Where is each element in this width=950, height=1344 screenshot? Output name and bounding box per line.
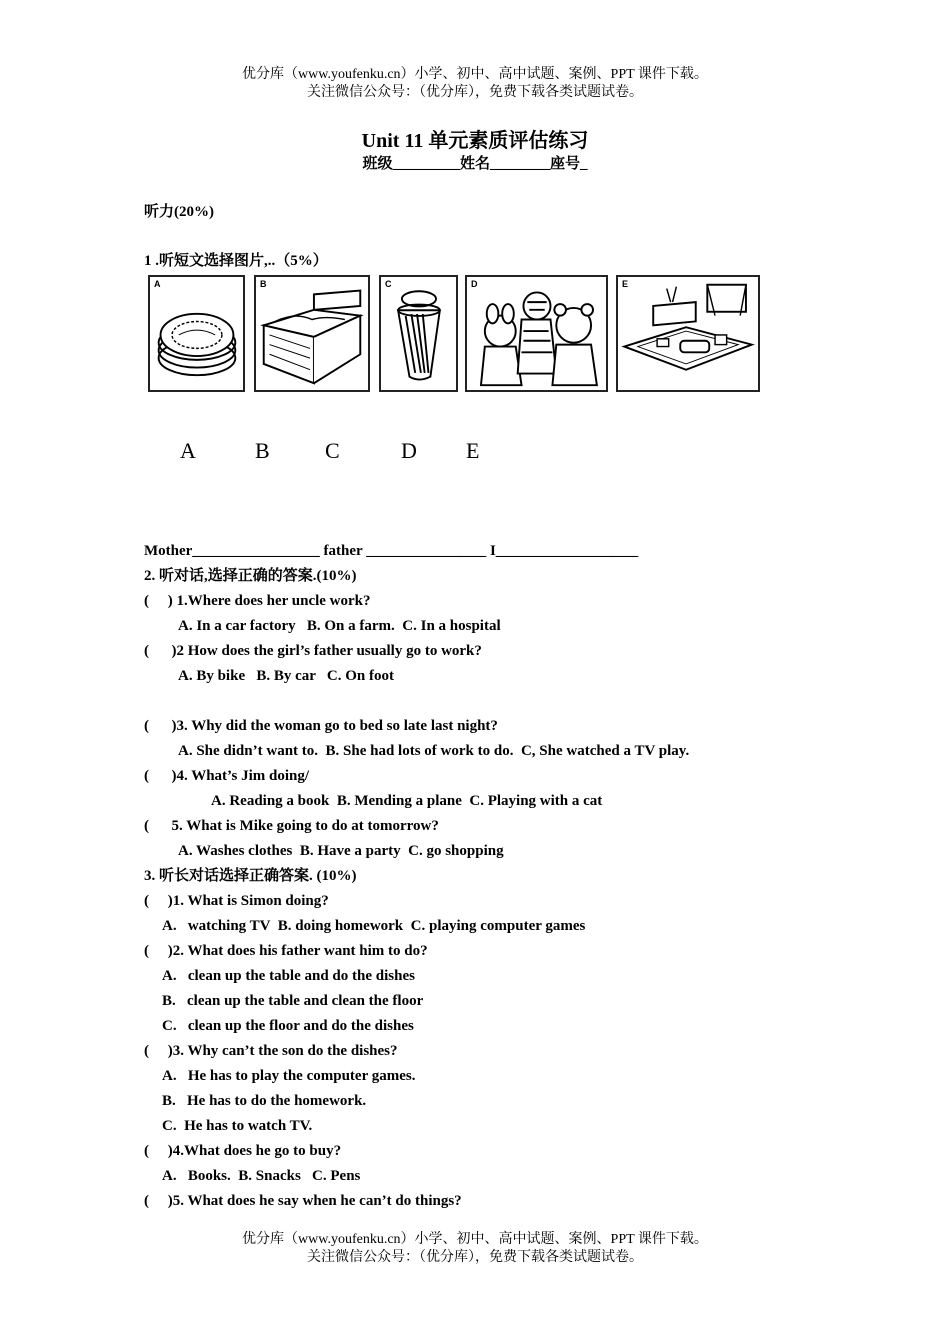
picture-e <box>616 275 760 392</box>
options-line: A. By bike B. By car C. On foot <box>178 668 394 684</box>
options-line: A. Washes clothes B. Have a party C. go shopping <box>178 843 504 859</box>
options-line: A. clean up the table and do the dishes <box>162 968 415 984</box>
header-line-2: 关注微信公众号：（优分库），免费下载各类试题试卷。 <box>307 85 643 100</box>
footer-line-2: 关注微信公众号：（优分库），免费下载各类试题试卷。 <box>307 1250 643 1265</box>
picture-label: D <box>471 279 478 289</box>
letter-e: E <box>466 438 480 463</box>
section-listening: 听力(20%) <box>144 204 214 220</box>
plates-icon <box>150 277 243 390</box>
question-line: ( )3. Why can’t the son do the dishes? <box>144 1043 398 1059</box>
letter-a: A <box>180 438 196 463</box>
question-line: ( )4.What does he go to buy? <box>144 1143 342 1159</box>
picture-label: C <box>385 279 392 289</box>
picture-label: B <box>260 279 267 289</box>
question-line: ( )4. What’s Jim doing/ <box>144 768 310 784</box>
question-line: ( ) 1.Where does her uncle work? <box>144 593 371 609</box>
part1-heading: 1 .听短文选择图片,..（5%） <box>144 253 328 269</box>
options-line: A. Reading a book B. Mending a plane C. Playing with a cat <box>211 793 603 809</box>
picture-a <box>148 275 245 392</box>
question-line: ( )2 How does the girl’s father usually go to work? <box>144 643 482 659</box>
bed-icon <box>256 277 368 390</box>
picture-d <box>465 275 608 392</box>
toys-icon <box>467 277 606 390</box>
picture-c <box>379 275 458 392</box>
letter-b: B <box>255 438 270 463</box>
question-line: ( )1. What is Simon doing? <box>144 893 329 909</box>
page-title: Unit 11 单元素质评估练习 <box>361 130 589 152</box>
header-line-1: 优分库（www.youfenku.cn）小学、初中、高中试题、案例、PPT 课件下载。 <box>242 67 708 82</box>
student-info-line: 班级_________姓名________座号_ <box>362 156 588 172</box>
options-line: A. In a car factory B. On a farm. C. In a hospital <box>178 618 501 634</box>
options-line: A. He has to play the computer games. <box>162 1068 416 1084</box>
trash-can-icon <box>381 277 456 390</box>
question-line: ( )5. What does he say when he can’t do things? <box>144 1193 462 1209</box>
footer-line-1: 优分库（www.youfenku.cn）小学、初中、高中试题、案例、PPT 课件下载。 <box>242 1232 708 1247</box>
part1-answer-line: Mother_________________ father ________________ I___________________ <box>144 543 639 559</box>
picture-b <box>254 275 370 392</box>
options-line: A. She didn’t want to. B. She had lots of work to do. C, She watched a TV play. <box>178 743 690 759</box>
picture-label: A <box>154 279 161 289</box>
options-line: C. clean up the floor and do the dishes <box>162 1018 414 1034</box>
options-line: B. clean up the table and clean the floor <box>162 993 424 1009</box>
letter-c: C <box>325 438 340 463</box>
options-line: B. He has to do the homework. <box>162 1093 367 1109</box>
question-line: ( )3. Why did the woman go to bed so late last night? <box>144 718 498 734</box>
question-line: ( )2. What does his father want him to do? <box>144 943 428 959</box>
messy-room-icon <box>618 277 758 390</box>
options-line: A. watching TV B. doing homework C. playing computer games <box>162 918 586 934</box>
part2-heading: 2. 听对话,选择正确的答案.(10%) <box>144 568 357 584</box>
letter-d: D <box>401 438 417 463</box>
part3-heading: 3. 听长对话选择正确答案. (10%) <box>144 868 357 884</box>
question-line: ( 5. What is Mike going to do at tomorrow? <box>144 818 439 834</box>
picture-label: E <box>622 279 629 289</box>
options-line: C. He has to watch TV. <box>162 1118 313 1134</box>
options-line: A. Books. B. Snacks C. Pens <box>162 1168 361 1184</box>
